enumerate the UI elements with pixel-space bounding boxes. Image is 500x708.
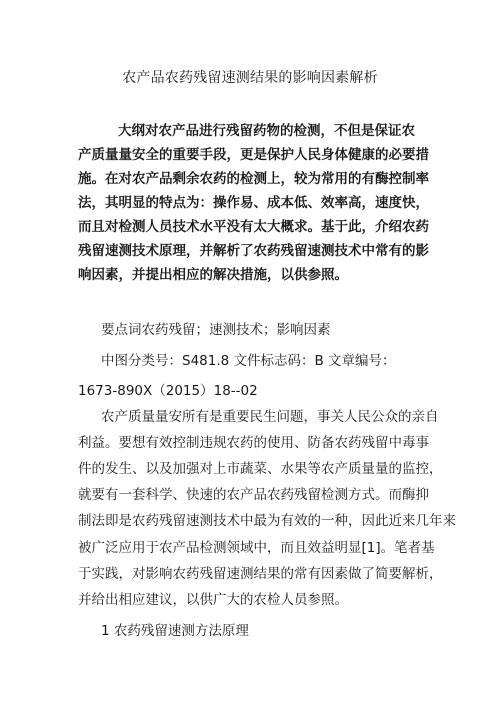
document-title: 农产品农药残留速测结果的影响因素解析 <box>122 70 378 86</box>
intro-line: 于实践，对影响农药残留速测结果的常有因素做了简要解析， <box>78 566 443 582</box>
keywords-line: 要点词农药残留；速测技术；影响因素 <box>101 322 331 338</box>
intro-line: 制法即是农药残留速测技术中最为有效的一种，因此近来几年来 <box>78 513 456 529</box>
intro-line: 件的发生、以及加强对上市蔬菜、水果等农产质量量的监控， <box>78 461 443 477</box>
intro-line: 农产质量量安所有是重要民生问题，事关人民公众的亲自 <box>101 409 439 425</box>
abstract-line: 施。在对农产品剩余农药的检测上，较为常用的有酶控制率 <box>78 171 429 187</box>
abstract-line: 响因素，并提出相应的解决措施，以供参照。 <box>78 267 348 283</box>
intro-line: 被广泛应用于农产品检测领域中，而且效益明显[1]。笔者基 <box>78 540 435 556</box>
intro-line: 利益。要想有效控制违规农药的使用、防备农药残留中毒事 <box>78 435 429 451</box>
abstract-line: 而且对检测人员技术水平没有太大概求。基于此，介绍农药 <box>78 219 429 235</box>
abstract-line: 产质量量安全的重要手段，更是保护人民身体健康的必要措 <box>78 147 429 163</box>
abstract-line: 大纲对农产品进行残留药物的检测，不但是保证农 <box>118 123 415 139</box>
classification-line: 中图分类号：S481.8 文件标志码：B 文章编号： <box>101 353 396 369</box>
intro-line: 就要有一套科学、快速的农产品农药残留检测方式。而酶抑 <box>78 487 429 503</box>
intro-line: 并给出相应建议，以供广大的农检人员参照。 <box>78 592 348 608</box>
abstract-line: 法，其明显的特点为：操作易、成本低、效率高，速度快， <box>78 195 429 211</box>
classification-line: 1673-890X（2015）18--02 <box>78 383 258 399</box>
section-heading: 1 农药残留速测方法原理 <box>101 623 249 639</box>
abstract-line: 残留速测技术原理，并解析了农药残留速测技术中常有的影 <box>78 243 429 259</box>
